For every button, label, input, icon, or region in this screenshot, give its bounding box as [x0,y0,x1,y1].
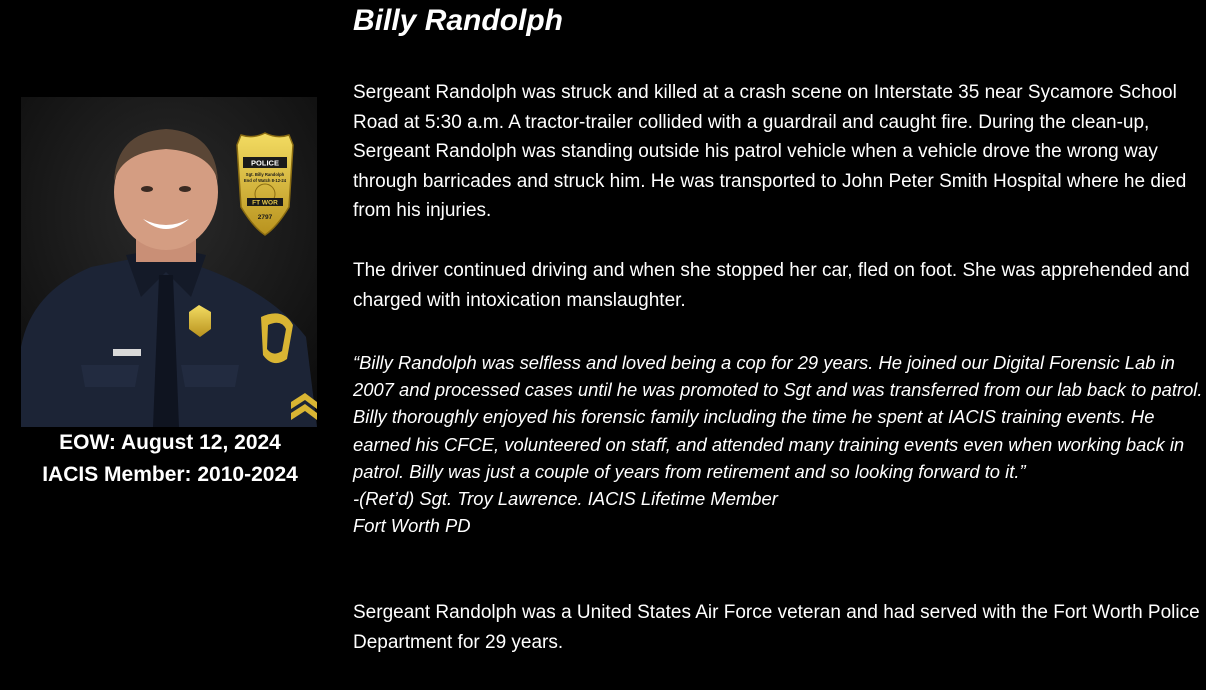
officer-name-heading: Billy Randolph [353,4,563,37]
quote-department: Fort Worth PD [353,515,471,537]
iacis-membership-years: IACIS Member: 2010-2024 [42,463,298,486]
tribute-quote [353,349,1203,539]
quote-attribution: -(Ret’d) Sgt. Troy Lawrence. IACIS Lifetime Member [353,488,778,510]
badge-top-text: POLICE [251,158,279,168]
badge-eow-text: End of Watch 8-12-24 [243,178,287,183]
officer-portrait [21,97,317,427]
badge-name-text: Sgt. Billy Randolph [245,172,285,177]
end-of-watch-date: EOW: August 12, 2024 [59,431,281,454]
service-paragraph: Sergeant Randolph was a United States Air Force veteran and had served with the Fort Worth Police Department for 29 years. [353,602,1200,653]
driver-paragraph: The driver continued driving and when she stopped her car, fled on foot. She was apprehended and charged with intoxication manslaughter. [353,260,1190,311]
badge-city-text: FT WOR [252,199,278,207]
incident-paragraph: Sergeant Randolph was struck and killed at a crash scene on Interstate 35 near Sycamore School Road at 5:30 a.m. A tractor-trailer collided with a guardrail and caught fire. During the clean-up, Sergeant Randolph was standing outside his patrol vehicle when a vehicle drove the wrong way through barricades and struck him. He was transported to John Peter Smith Hospital where he died from his injuries. [353,82,1187,222]
quote-text: “Billy Randolph was selfless and loved being a cop for 29 years. He joined our Digital Forensic Lab in 2007 and processed cases until he was promoted to Sgt and was transferred from our lab back to patrol. Billy thoroughly enjoyed his forensic family including the time he spent at IACIS training events. He earned his CFCE, volunteered on staff, and attended many training events even when working back in patrol. Billy was just a couple of years from retirement and so looking forward to it.” [353,352,1203,482]
badge-number-text: 2797 [257,214,273,221]
